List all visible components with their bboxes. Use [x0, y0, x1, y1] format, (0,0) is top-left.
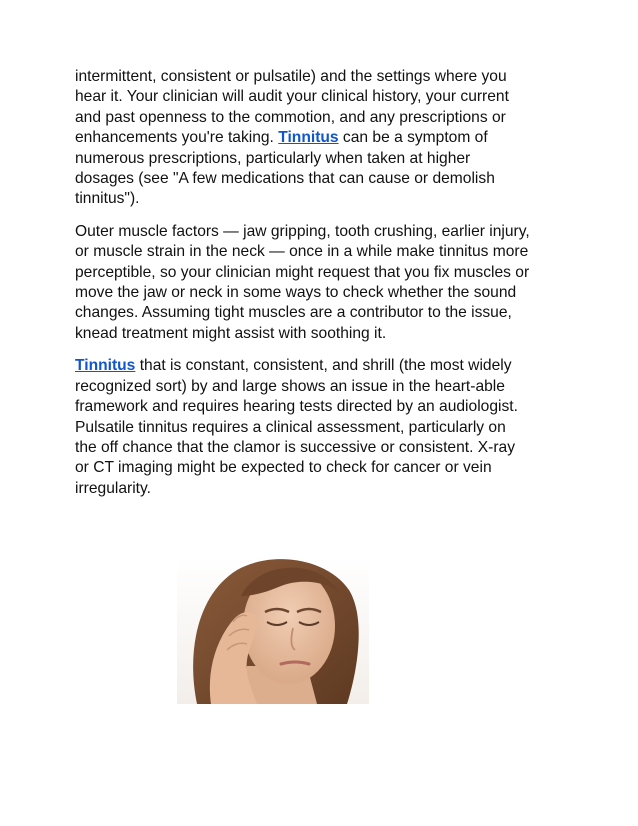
paragraph-1-line-5: numerous prescriptions, particularly when taken at higher	[75, 149, 471, 167]
paragraph-3-line-5: the off chance that the clamor is successive or consistent. X-ray	[75, 438, 516, 456]
paragraph-2-line-2: or muscle strain in the neck — once in a while make tinnitus more	[75, 243, 529, 261]
text-segment: can be a symptom of	[338, 129, 488, 147]
woman-holding-ear-photo	[177, 556, 369, 704]
tinnitus-link[interactable]: Tinnitus	[278, 129, 339, 147]
text-segment: that is constant, consistent, and shrill (the most widely	[135, 357, 512, 375]
paragraph-2-line-6: knead treatment might assist with soothing it.	[75, 324, 387, 342]
paragraph-3-line-1	[75, 356, 575, 376]
document-body	[75, 67, 575, 511]
tinnitus-link[interactable]: Tinnitus	[75, 357, 136, 375]
photo-illustration	[177, 556, 369, 704]
paragraph-1-line-4	[75, 128, 575, 148]
paragraph-1-line-3: and past openness to the commotion, and any prescriptions or	[75, 108, 506, 126]
paragraph-1-line-6: dosages (see "A few medications that can cause or demolish	[75, 170, 495, 188]
paragraph-2	[75, 222, 575, 344]
paragraph-3	[75, 356, 575, 499]
paragraph-1-line-1: intermittent, consistent or pulsatile) and the settings where you	[75, 68, 507, 85]
paragraph-2-line-4: move the jaw or neck in some ways to check whether the sound	[75, 284, 517, 302]
paragraph-3-line-7: irregularity.	[75, 479, 151, 497]
paragraph-2-line-3: perceptible, so your clinician might request that you fix muscles or	[75, 263, 530, 281]
text-segment: enhancements you're taking.	[75, 129, 279, 147]
paragraph-1-line-7: tinnitus").	[75, 190, 140, 208]
paragraph-3-line-3: framework and requires hearing tests directed by an audiologist.	[75, 398, 518, 416]
paragraph-1-line-2: hear it. Your clinician will audit your clinical history, your current	[75, 88, 509, 106]
paragraph-3-line-2: recognized sort) by and large shows an issue in the heart-able	[75, 377, 505, 395]
paragraph-2-line-1: Outer muscle factors — jaw gripping, tooth crushing, earlier injury,	[75, 222, 530, 240]
paragraph-3-line-4: Pulsatile tinnitus requires a clinical assessment, particularly on	[75, 418, 506, 436]
paragraph-1	[75, 67, 575, 210]
paragraph-3-line-6: or CT imaging might be expected to check for cancer or vein	[75, 459, 492, 477]
paragraph-2-line-5: changes. Assuming tight muscles are a contributor to the issue,	[75, 304, 512, 322]
